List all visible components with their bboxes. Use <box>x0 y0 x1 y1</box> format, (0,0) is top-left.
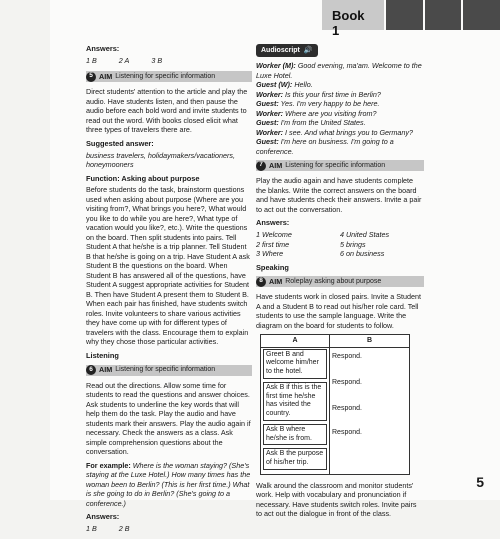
audioscript-button[interactable] <box>256 44 318 57</box>
header-bar <box>423 0 462 30</box>
left-column <box>86 44 252 539</box>
aim-bar-6 <box>86 365 252 376</box>
suggested-answer-label: Suggested answer: <box>86 138 154 148</box>
script-text: Yes. I'm very happy to be here. <box>280 99 380 109</box>
speaker-name: Guest: <box>256 99 279 109</box>
speaker-icon: 🔊 <box>303 47 313 54</box>
right-column <box>256 44 424 523</box>
script-line <box>256 128 424 138</box>
closing-body: Walk around the classroom and monitor students' work. Help with vocabulary and pronunciation if necessary. Have students switch roles. Invite pairs to act out the dialogue in front of the class. <box>256 480 417 519</box>
answer-item: 2 B <box>118 523 130 533</box>
aim5-body: Direct students' attention to the article and play the audio. Have students listen, and then pause the audio before each bold word and invite students to read out the word. With books closed elicit what three types of travelers there are. <box>86 87 248 135</box>
aim-bar-8 <box>256 276 424 287</box>
speaker-name: Guest: <box>256 137 279 147</box>
script-line <box>256 118 424 128</box>
aim-number: 6 <box>86 365 96 375</box>
script-text: Good evening, ma'am. Welcome to the Luxe Hotel. <box>256 61 422 80</box>
speaker-name: Guest: <box>256 118 279 128</box>
suggested-answer-text: business travelers, holidaymakers/vacationers, honeymooners <box>86 150 236 170</box>
answer-item: 3 Where <box>256 249 284 258</box>
audioscript-label: Audioscript <box>261 47 300 54</box>
role-a-cell: Ask B where he/she is from. <box>263 424 327 446</box>
example-text: Where is the woman staying? (She's staying at the Luxe Hotel.) How many times has the woman been to Berlin? (This is her first time.) What is she going to do in Berlin? (She's going to a conference.) <box>86 460 251 508</box>
aim-number: 5 <box>86 72 96 82</box>
aim-number: 7 <box>256 161 266 171</box>
aim6-body: Read out the directions. Allow some time for students to read the questions and answer choices. Ask students to underline the key words that will help them do the task. Play the audio and have students mark their answers. Play the audio again if necessary. Check the answers as a class. Ask simple comprehension questions about the conversation. <box>86 380 251 457</box>
role-table <box>260 334 410 474</box>
aim-text: Listening for specific information <box>115 366 216 374</box>
script-text: Hello. <box>294 80 313 90</box>
script-line <box>256 61 424 80</box>
page-number: 5 <box>476 474 484 490</box>
answers-row <box>86 56 252 66</box>
answer-item: 1 B <box>86 523 97 533</box>
aim-word: AIM <box>99 365 113 375</box>
example-paragraph <box>86 461 252 509</box>
answer-item: 5 brings <box>340 239 366 249</box>
column-b <box>330 347 410 474</box>
aim-bar-5 <box>86 71 252 82</box>
answer-item: 1 Welcome <box>256 230 292 239</box>
aim-word: AIM <box>269 160 283 170</box>
aim-number: 8 <box>256 277 266 287</box>
script-text: Is this your first time in Berlin? <box>285 89 381 99</box>
answer-item: 3 B <box>151 55 163 65</box>
listening-label: Listening <box>86 350 119 360</box>
header-bar <box>461 0 500 30</box>
header-bar <box>384 0 423 30</box>
role-b-cell: Respond. <box>332 378 362 386</box>
role-b-cell: Respond. <box>332 404 362 412</box>
column-a <box>261 347 330 474</box>
aim8-body: Have students work in closed pairs. Invite a Student A and a Student B to read out his/her role card. Tell students to use the sample language. Write the diagram on the board for students to follow. <box>256 292 422 330</box>
answer-item: 2 first time <box>256 239 290 249</box>
book-title: Book 1 <box>322 0 384 30</box>
speaker-name: Worker: <box>256 108 284 118</box>
script-line <box>256 80 424 90</box>
aim-word: AIM <box>269 277 283 287</box>
answers-label: Answers: <box>86 44 120 53</box>
aim-text: Roleplay asking about purpose <box>285 278 382 286</box>
table-header-b: B <box>330 335 410 347</box>
table-header-a: A <box>261 335 330 347</box>
example-label: For example: <box>86 460 131 470</box>
role-a-cell: Ask B the purpose of his/her trip. <box>263 448 327 470</box>
answers-row <box>86 524 252 534</box>
aim-bar-7 <box>256 160 424 171</box>
script-text: I'm here on business. I'm going to a conference. <box>256 137 394 156</box>
aim7-body: Play the audio again and have students complete the blanks. Write the correct answers on the board and have students check their answers. Invite a pair to act out the conversation. <box>256 176 422 214</box>
answer-item: 2 A <box>118 55 130 65</box>
aim-text: Listening for specific information <box>285 162 386 170</box>
speaker-name: Worker: <box>256 127 284 137</box>
answer-item: 1 B <box>86 55 97 65</box>
answers-grid <box>256 230 424 259</box>
script-text: Where are you visiting from? <box>285 108 377 118</box>
role-b-cell: Respond. <box>332 429 362 437</box>
script-line <box>256 137 424 156</box>
answers-label: Answers: <box>86 512 120 522</box>
script-line <box>256 90 424 100</box>
function-body: Before students do the task, brainstorm questions used when asking about purpose (Where are you visiting from?, What brings you here?, What would you like to do while you are here?, What type of vacation would you like?, etc.). Write the questions on the board. Then split students into pairs. Tell Student A that he/she is a trip planner. Tell Student B that he/she is going on a trip. Have Student A ask Student B the questions on the board. When Student B has answered all of the questions, have Student A suggest appropriate activities for Student B. Then have Student A present them to Student B. When each pair has finished, have students switch roles. Invite volunteers to share various activities they have come up with for different types of travelers with the class. Encourage them to explain why they chose those particular activities. <box>86 185 250 347</box>
function-label: Function: Asking about purpose <box>86 173 200 183</box>
answers-label: Answers: <box>256 218 290 228</box>
role-b-cell: Respond. <box>332 352 362 360</box>
aim-word: AIM <box>99 72 113 82</box>
speaking-label: Speaking <box>256 262 289 272</box>
role-a-cell: Greet B and welcome him/her to the hotel. <box>263 349 327 379</box>
speaker-name: Worker (M): <box>256 61 296 71</box>
speaker-name: Guest (W): <box>256 80 293 90</box>
audioscript <box>256 61 424 156</box>
aim-text: Listening for specific information <box>115 73 216 81</box>
role-a-cell: Ask B if this is the first time he/she has visited the country. <box>263 382 327 421</box>
script-line <box>256 99 424 109</box>
script-line <box>256 109 424 119</box>
script-text: I'm from the United States. <box>280 118 366 128</box>
answer-item: 6 on business <box>340 249 385 258</box>
answer-item: 4 United States <box>340 230 390 239</box>
speaker-name: Worker: <box>256 89 284 99</box>
book-header <box>322 0 500 38</box>
script-text: I see. And what brings you to Germany? <box>285 127 414 137</box>
